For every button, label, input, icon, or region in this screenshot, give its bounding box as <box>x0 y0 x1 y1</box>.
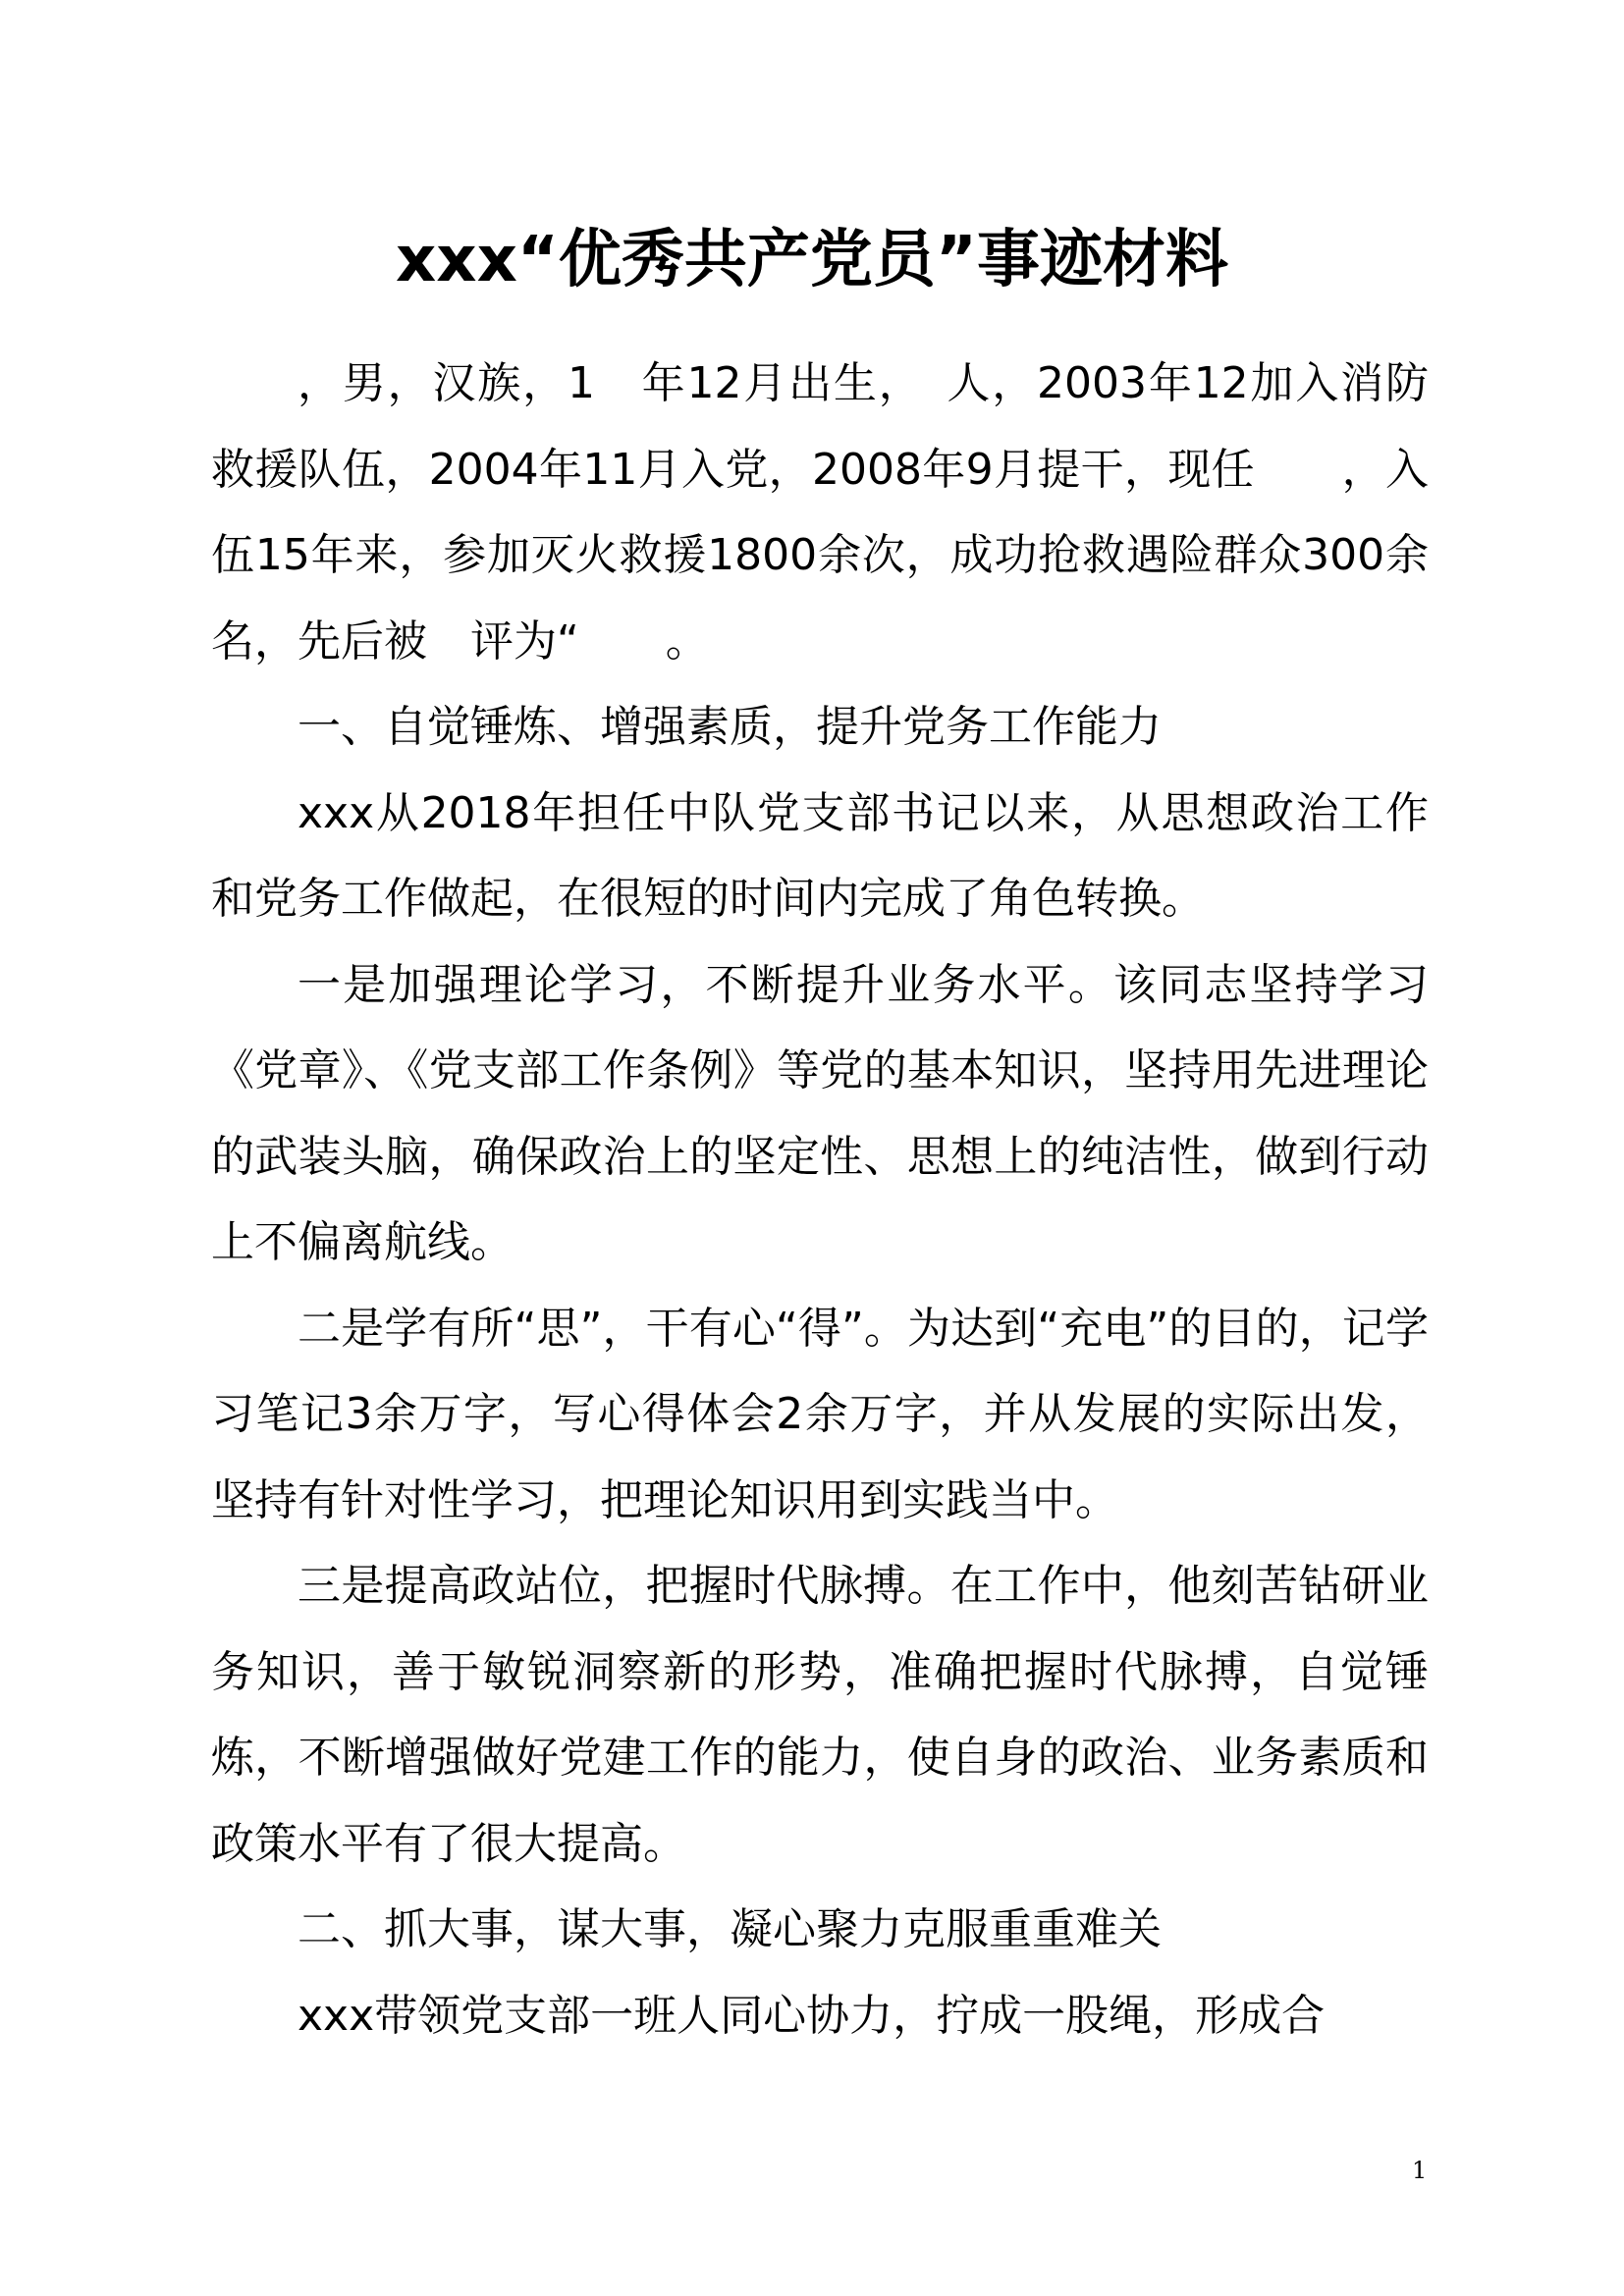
paragraph: xxx带领党支部一班人同心协力，拧成一股绳，形成合 <box>298 1990 1326 2041</box>
section-heading-1: 一、自觉锤炼、增强素质，提升党务工作能力 <box>298 702 1162 752</box>
paragraph: xxx从2018年担任中队党支部书记以来，从思想政治工作和党务工作做起，在很短的时间内完成了角色转换。 <box>211 787 1429 924</box>
paragraph: 二是学有所“思”，干有心“得”。为达到“充电”的目的，记学习笔记3余万字，写心得体会2余万字，并从发展的实际出发，坚持有针对性学习，把理论知识用到实践当中。 <box>211 1303 1429 1525</box>
document-body <box>211 341 1429 2058</box>
page-number: 1 <box>1412 2157 1428 2184</box>
paragraph: 三是提高政站位，把握时代脉搏。在工作中，他刻苦钻研业务知识，善于敏锐洞察新的形势，准确把握时代脉搏，自觉锤炼，不断增强做好党建工作的能力，使自身的政治、业务素质和政策水平有了很大提高。 <box>211 1561 1429 1869</box>
paragraph: 一是加强理论学习，不断提升业务水平。该同志坚持学习《党章》、《党支部工作条例》等党的基本知识，坚持用先进理论的武装头脑，确保政治上的坚定性、思想上的纯洁性，做到行动上不偏离航线。 <box>211 959 1429 1267</box>
section-heading-2: 二、抓大事，谋大事，凝心聚力克服重重难关 <box>298 1904 1162 1954</box>
paragraph-intro: ，男，汉族，1 年12月出生， 人，2003年12加入消防救援队伍，2004年11月入党，2008年9月提干，现任 ，入伍15年来，参加灭火救援1800余次，成功抢救遇险群众300余名，先后被 评为“ 。 <box>211 358 1429 667</box>
document-title: xxx“优秀共产党员”事迹材料 <box>396 224 1228 296</box>
